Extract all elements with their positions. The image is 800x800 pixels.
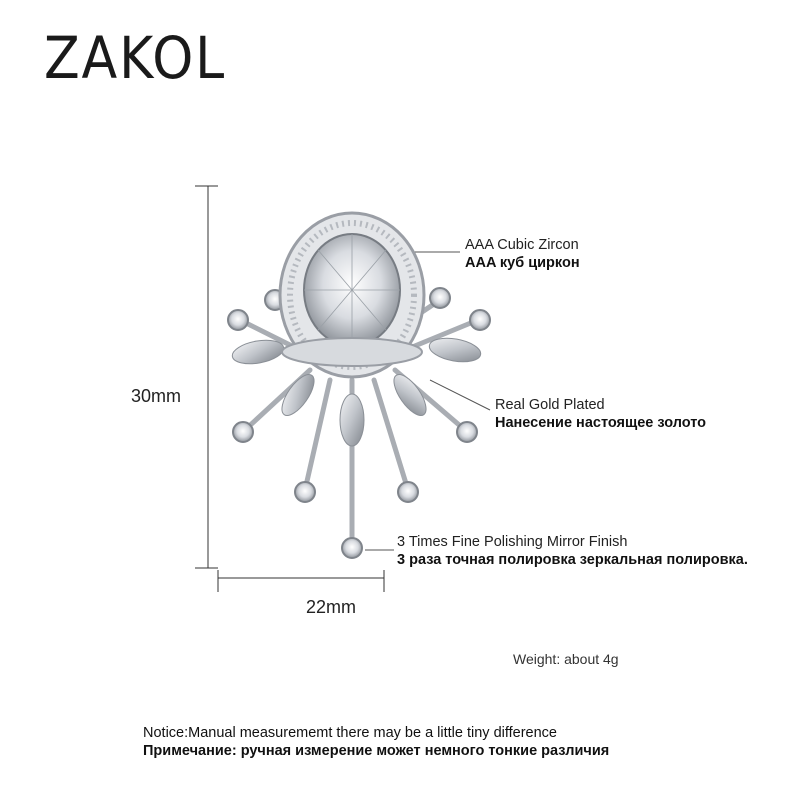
callout-cubic-zircon-ru: AAA куб циркон — [465, 255, 580, 271]
callout-gold-plated-en: Real Gold Plated — [495, 397, 605, 413]
callout-polishing-ru: 3 раза точная полировка зеркальная полировка. — [397, 552, 748, 568]
weight-label: Weight: about 4g — [513, 651, 619, 667]
notice-ru: Примечание: ручная измерение может немного тонкие различия — [143, 743, 610, 759]
callout-gold-plated-ru: Нанесение настоящее золото — [495, 415, 707, 431]
callout-cubic-zircon — [465, 236, 580, 272]
callout-gold-plated — [495, 396, 706, 432]
notice-en: Notice:Manual measurememt there may be a little tiny difference — [143, 725, 557, 741]
brand-logo: ZAKOL — [44, 24, 227, 92]
height-dimension-label: 30mm — [131, 386, 182, 406]
notice — [143, 724, 609, 760]
callout-polishing — [397, 533, 748, 569]
width-dimension-label: 22mm — [306, 597, 357, 617]
width-dimension-line — [218, 570, 384, 592]
callout-cubic-zircon-en: AAA Cubic Zircon — [465, 237, 579, 253]
height-dimension-line — [195, 186, 218, 568]
callout-polishing-en: 3 Times Fine Polishing Mirror Finish — [397, 534, 628, 550]
